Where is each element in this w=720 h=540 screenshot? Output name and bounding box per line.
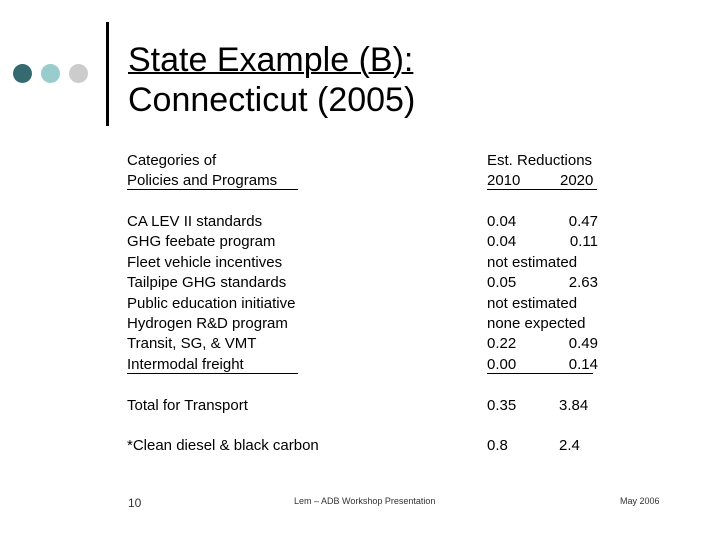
row-label: Fleet vehicle incentives: [127, 253, 283, 271]
underline: [127, 373, 298, 374]
row-2010: 0.04: [487, 233, 517, 251]
row-label: Hydrogen R&D program: [127, 315, 288, 332]
diesel-2020: 2.4: [559, 437, 580, 454]
total-2020: 3.84: [559, 397, 589, 414]
row-note: not estimated: [487, 294, 578, 312]
underline: [127, 189, 298, 190]
underline: [487, 189, 597, 190]
diesel-label: *Clean diesel & black carbon: [127, 437, 319, 454]
dot-gray-icon: [69, 64, 88, 83]
row-2020: 0.14: [568, 355, 598, 373]
row-2020: 2.63: [568, 274, 598, 292]
page-number: 10: [128, 496, 142, 510]
dot-dark-icon: [13, 64, 32, 83]
row-label: CA LEV II standards: [127, 213, 263, 230]
header-left-line2: Policies and Programs: [127, 172, 278, 189]
row-label: Public education initiative: [127, 294, 296, 312]
row-2010: 0.05: [487, 274, 517, 292]
row-2010: 0.22: [487, 335, 517, 353]
total-label: Total for Transport: [127, 397, 248, 414]
footer-text: Lem – ADB Workshop Presentation: [294, 496, 436, 506]
row-label: GHG feebate program: [127, 233, 276, 251]
header-right-line1: Est. Reductions: [487, 152, 593, 169]
row-label: Intermodal freight: [127, 355, 244, 373]
total-2010: 0.35: [487, 397, 517, 414]
header-2010: 2010: [487, 172, 521, 189]
row-2020: 0.11: [569, 233, 598, 251]
row-note: not estimated: [487, 253, 578, 271]
title-line1: State Example (B):: [128, 41, 414, 79]
title-line2: Connecticut (2005): [128, 81, 416, 119]
row-label: Transit, SG, & VMT: [127, 335, 257, 353]
diesel-2010: 0.8: [487, 437, 508, 454]
header-left-line1: Categories of: [127, 152, 217, 169]
row-label: Tailpipe GHG standards: [127, 274, 287, 292]
row-2010: 0.04: [487, 213, 517, 230]
dot-light-icon: [41, 64, 60, 83]
row-2020: 0.47: [568, 213, 598, 230]
divider: [106, 22, 109, 126]
row-2020: 0.49: [568, 335, 598, 353]
footer-date: May 2006: [620, 496, 660, 506]
row-note: none expected: [487, 315, 586, 332]
underline: [487, 373, 593, 374]
header-2020: 2020: [560, 172, 594, 189]
row-2010: 0.00: [487, 355, 517, 373]
